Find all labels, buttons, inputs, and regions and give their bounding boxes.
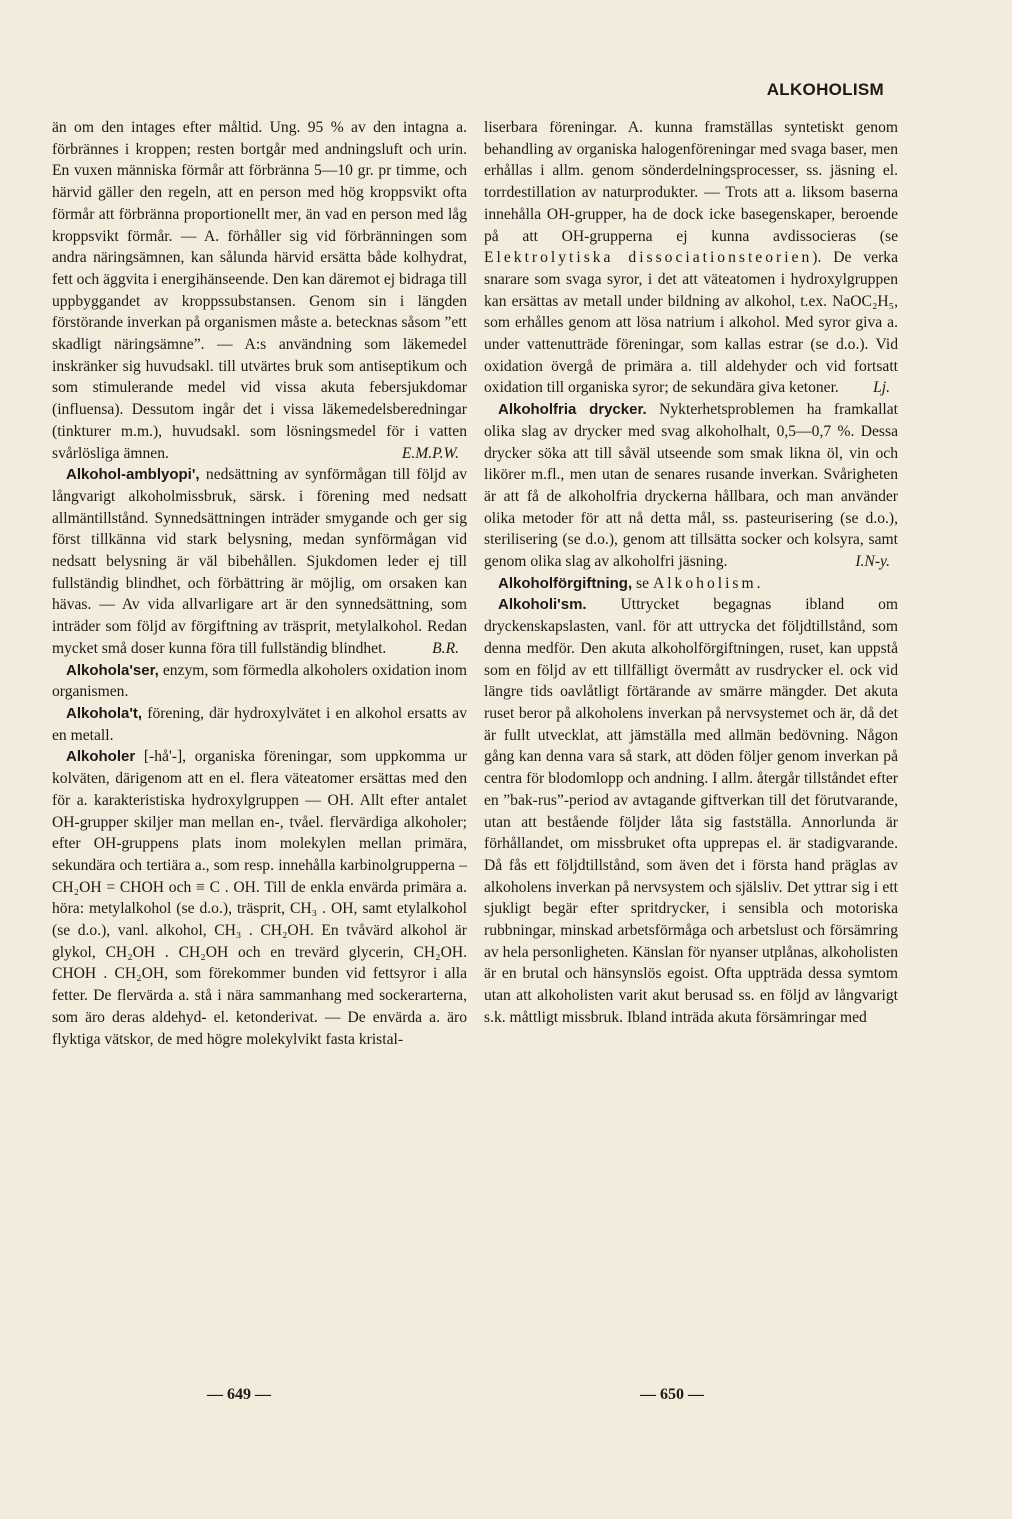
entry-alkoholer-continuation [484, 117, 898, 399]
page-number-left: — 649 — [207, 1386, 271, 1403]
entry-text: än om den intages efter måltid. Ung. 95 % av den intagna a. förbrännes i kroppen; resten bortgår med andningsluft och urin. En vuxen människa förmår att förbränna 5—10 gr. pr timme, och härvid gäller den regeln, att en person med hög kroppsvikt ofta förmår att förbränna proportionellt mer, än vad en person med låg kroppsvikt förmår. — A. förhåller sig vid förbränningen som andra näringsämnen, kan sålunda härvid ersätta både kolhydrat, fett och äggvita i energihänseende. Den kan däremot ej bidraga till uppbyggandet av kroppssubstansen. Genom sin i längden förstörande inverkan på organismen måste a. betecknas såsom ”ett skadligt näringsämne”. — A:s användning som läkemedel inskränker sig huvudsakl. till utvärtes bruk som antiseptikum och som stimulerande medel vid vissa akuta febersjukdomar (influensa). Dessutom ingår det i vissa läkemedelsberedningar (tinkturer m.m.), huvudsakl. som lösningsmedel för i vatten svårlösliga ämnen. [52, 119, 467, 462]
cross-reference: Alkoholism. [652, 574, 764, 592]
headword: Alkohola't, [66, 704, 143, 722]
author-signature: I.N-y. [855, 553, 890, 571]
entry-alkohol-continuation [52, 117, 467, 464]
entry-text: Uttrycket begagnas ibland om dryckenskapslasten, vanl. för att uttrycka det följdtillstånd, som denna medför. Den akuta alkoholförgiftningen, ruset, kan uppstå som en följd av ett tillfälligt övermått av rusdrycker el. ock vid längre tids oavlåtligt förtärande av smärre mängder. Det akuta ruset beror på alkoholens inverkan på nervsystemet och är, då det är fullt utvecklat, att jämställa med allmän bedövning. Någon gång kan denna vara så stark, att döden följer genom inverkan på centra för blodomlopp och andning. I allm. återgår tillståndet efter en ”bak-rus”-period av avtagande giftverkan till det förutvarande, utan att bestående följder låta sig fastställa. Annorlunda är förhållandet, om missbruket ofta upprepas el. är stadigvarande. Då fås ett följdtillstånd, som även det i första hand präglas av alkoholens inverkan på nervsystem och själsliv. Det yttrar sig i ett sjukligt begär efter spritdrycker, i sensibla och motoriska rubbningar, minskad arbetsförmåga och arbetslust och försämring av hela personligheten. Känslan för nyanser utplånas, alkoholisten är en brutal och hänsynslös egoist. Ofta uppträda dessa symtom utan att alkoholisten varit akut berusad ss. en följd av långvarigt s.k. måttligt missbruk. Ibland inträda akuta försämringar med [484, 596, 898, 1026]
entry-text: ). De verka snarare som svaga syror, i det att väteatomen i hydroxylgruppen kan ersättas av metall under bildning av alkohol, t.ex. NaOC₂H₅, som erhålles genom att lösa natrium i alkohol. Med syror giva a. under vattenutträde föreningar, som kallas estrar (se d.o.). Vid oxidation övergå de primära a. till aldehyder och vid fortsatt oxidation till organiska syror; de sekundära giva ketoner. [484, 249, 898, 397]
entry-alkoholer [52, 746, 467, 1050]
page-number-right: — 650 — [640, 1386, 704, 1403]
headword: Alkoholer [66, 748, 136, 766]
entry-alkohol-amblyopi [52, 464, 467, 659]
entry-text: [-hå'-], organiska föreningar, som uppkomma ur kolväten, därigenom att en el. flera väteatomer ersättas med den för a. karakteristiska hydroxylgruppen — OH. Allt efter antalet OH-grupper skiljer man mellan en-, tvåel. flervärdiga alkoholer; efter OH-gruppens plats inom molekylen mellan primära, sekundära och tertiära a., som resp. innehålla karbinolgrupperna – CH₂OH = CHOH och ≡ C . OH. Till de enkla envärda primära a. höra: metylalkohol (se d.o.), träsprit, CH₃ . OH, samt etylalkohol (se d.o.), vanl. alkohol, CH₃ . CH₂OH. En tvåvärd alkohol är glykol, CH₂OH . CH₂OH och en trevärd glycerin, CH₂OH. CHOH . CH₂OH, som förekommer bunden vid fettsyror i alla fetter. De flervärda a. stå i nära sammanhang med sockerarterna, som äro deras aldehyd- el. ketonderivat. — De envärda a. äro flyktiga vätskor, de med högre molekylvikt fasta kristal- [52, 748, 467, 1048]
running-head: ALKOHOLISM [766, 80, 884, 99]
entry-alkoholism [484, 594, 898, 1028]
entry-text: enzym, som förmedla alkoholers oxidation inom organismen. [52, 661, 467, 701]
headword: Alkohol-amblyopi', [66, 466, 200, 484]
left-column [52, 117, 467, 1050]
entry-text: liserbara föreningar. A. kunna framställas syntetiskt genom behandling av organiska halogenföreningar med svaga baser, men erhållas i allm. genom sönderdelningsprocesser, ss. jäsning el. torrdestillation av naturprodukter. — Trots att a. liksom baserna innehålla OH-grupper, ha de dock icke basegenskaper, beroende på att OH-grupperna ej kunna avdissocieras (se [484, 119, 898, 245]
author-signature: E.M.P.W. [401, 444, 459, 462]
entry-alkoholaser [52, 660, 467, 703]
headword: Alkoholi'sm. [498, 596, 587, 614]
entry-alkoholforgiftning [484, 573, 898, 595]
entry-text: förening, där hydroxylvätet i en alkohol ersatts av en metall. [52, 704, 467, 744]
entry-alkoholat [52, 703, 467, 746]
author-signature: Lj. [873, 379, 890, 397]
cross-reference: Elektrolytiska dissociationsteorien [484, 249, 813, 267]
entry-alkoholfria-drycker [484, 399, 898, 573]
headword: Alkohola'ser, [66, 661, 159, 679]
headword: Alkoholfria drycker. [498, 401, 647, 419]
right-column [484, 117, 898, 1029]
headword: Alkoholförgiftning, [498, 574, 633, 592]
entry-text: nedsättning av synförmågan till följd av långvarigt alkoholmissbruk, särsk. i förening med nedsatt allmäntillstånd. Synnedsättningen inträder smygande och ger sig först tillkänna vid stark belysning, medan synförmågan vid nedsatt belysning är väl bibehållen. Sjukdomen leder ej till fullständig blindhet, och förbättring är möjlig, om orsaken kan hävas. — Av vida allvarligare art är den synnedsättning, som inträder som följd av förgiftning av träsprit, metylalkohol. Redan mycket små doser kunna föra till fullständig blindhet. [52, 466, 468, 657]
entry-text: Nykterhetsproblemen ha framkallat olika slag av drycker med svag alkoholhalt, 0,5—0,7 %. Dessa drycker söka att till såväl utseende som smak likna öl, vin och likörer m.fl., men utan de senares rusande inverkan. Svårigheten är att få de alkoholfria dryckerna hållbara, och man använder olika metoder för att nå detta mål, ss. pasteurisering (se d.o.), sterilisering (se d.o.), genom att tillsätta socker och kolsyra, samt genom olika slag av alkoholfri jäsning. [484, 401, 898, 571]
author-signature: B.R. [432, 639, 459, 657]
entry-text: se [636, 574, 650, 592]
